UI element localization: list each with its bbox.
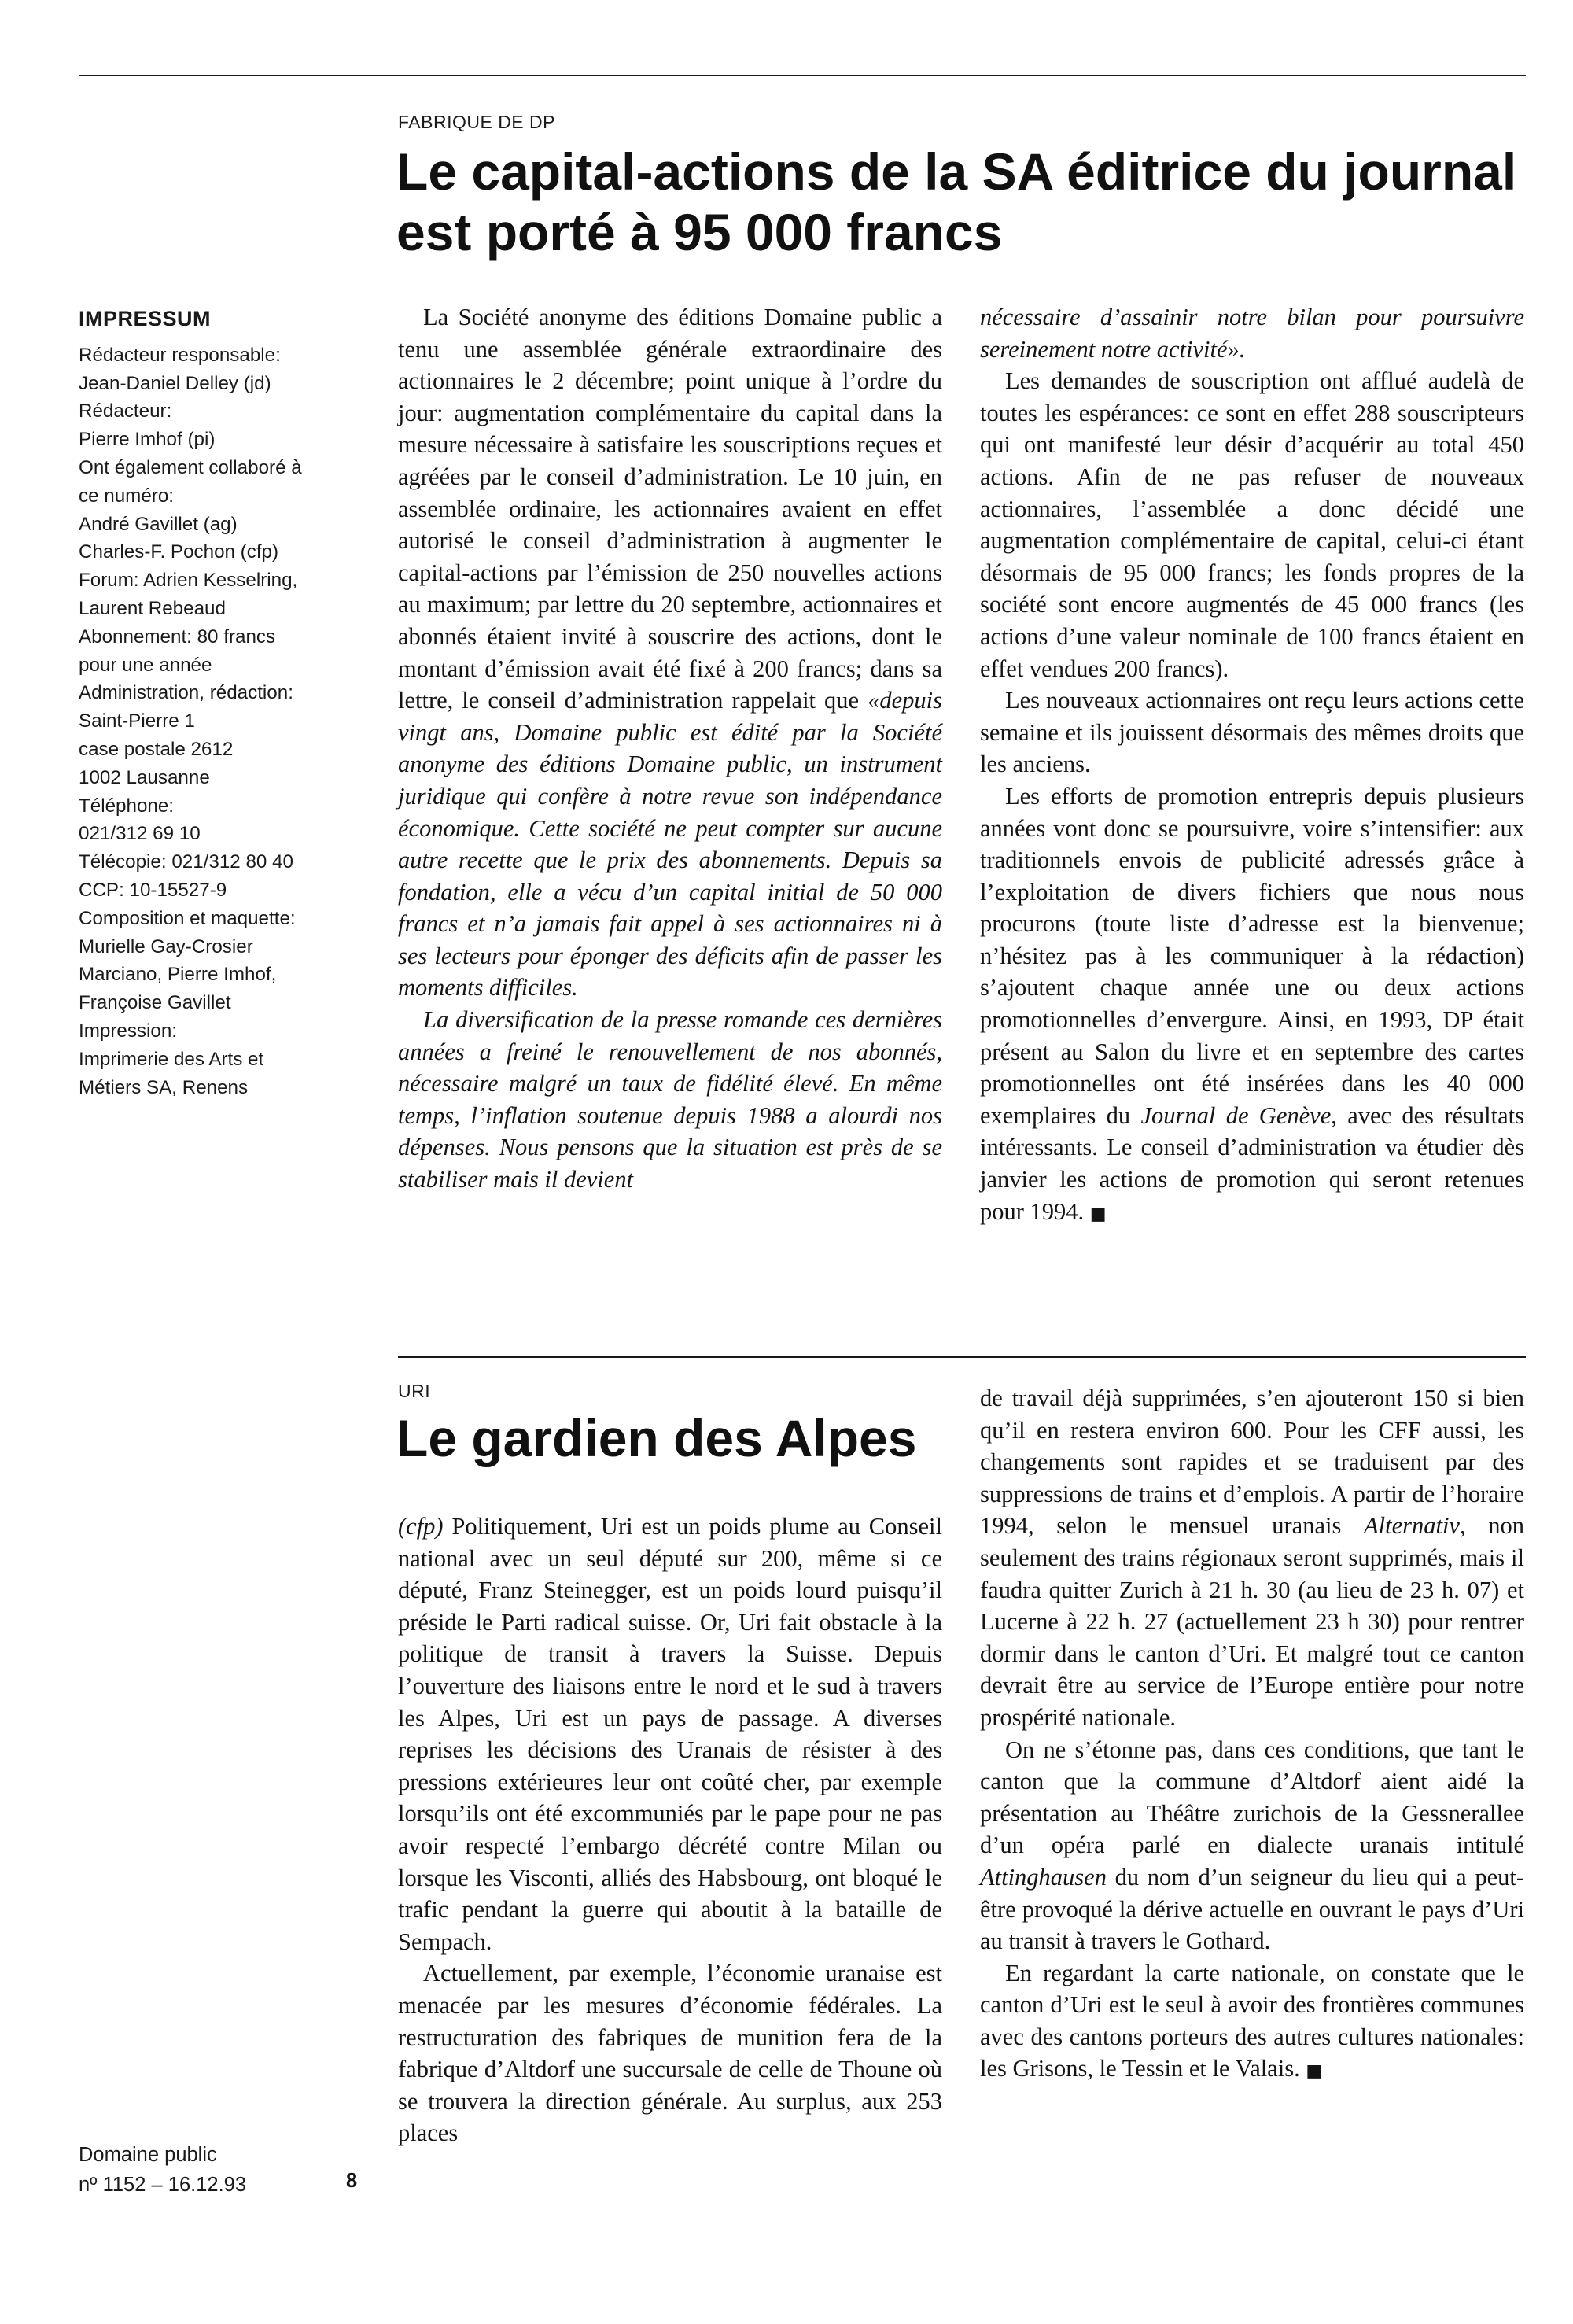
article2-headline: Le gardien des Alpes [396, 1409, 917, 1467]
article1-headline [396, 142, 1516, 262]
impressum-line: 1002 Lausanne [79, 766, 210, 788]
footer-publication: Domaine public [79, 2144, 217, 2166]
impressum-line: Forum: Adrien Kesselring, [79, 570, 298, 592]
article2-column-1 [398, 1511, 942, 2149]
article1-col2-p4-text-b: , avec des résultats intéressants. Le conseil d’administration va étudier dès janvier les actions de promotion qui seront retenues pour 1994. [980, 1101, 1524, 1225]
article1-headline-line1: Le capital-actions de la SA éditrice du journal [396, 142, 1517, 201]
impressum-line: Saint-Pierre 1 [79, 710, 195, 732]
impressum-line: 021/312 69 10 [79, 823, 201, 845]
impressum-line: Administration, rédaction: [79, 682, 293, 704]
section-rule [398, 1356, 1526, 1358]
impressum-line: Marciano, Pierre Imhof, [79, 964, 277, 986]
article2-col2-p2-text-b: du nom d’un seigneur du lieu qui a peut-être provoqué la dérive actuelle en ouvrant le pays d’Uri au transit à travers le Gothard. [980, 1863, 1524, 1955]
impressum-line: André Gavillet (ag) [79, 513, 238, 535]
impressum-line: Impression: [79, 1020, 178, 1042]
article1-col2-paragraph-4 [980, 780, 1524, 1230]
article2-byline: (cfp) [398, 1513, 444, 1540]
article1-col2-paragraph-3: Les nouveaux actionnaires ont reçu leurs actions cette semaine et ils jouissent désormais des mêmes droits que les anciens. [980, 687, 1524, 778]
impressum-line: case postale 2612 [79, 738, 234, 760]
impressum-line: Téléphone: [79, 795, 175, 817]
article1-col1-p1-quote: «depuis vingt ans, Domaine public est édité par la Société anonyme des éditions Domaine public, un instrument juridique qui confère à notre revue son indépendance économique. Cette société ne peut compter sur aucune autre recette que le prix des abonnements. Depuis sa fondation, elle a vécu d’un capital initial de 50 000 francs et n’a jamais fait appel à ses actionnaires ni à ses lecteurs pour éponger des déficits afin de passer les moments difficiles. [398, 687, 942, 1002]
top-rule [79, 75, 1526, 76]
impressum-line: Rédacteur responsable: [79, 344, 281, 366]
article1-column-2 [980, 301, 1524, 1230]
impressum-line: pour une année [79, 654, 212, 676]
article1-col2-p1-quote: nécessaire d’assainir notre bilan pour poursuivre sereinement notre activité». [980, 304, 1524, 363]
article2-col2-p2-italic: Attinghausen [980, 1863, 1107, 1891]
article2-col2-p1-text-a: de travail déjà supprimées, s’en ajouteront 150 si bien qu’il en restera environ 600. Pour les CFF aussi, les changements sont rapides et se traduisent par des suppressions de trains et d’emplois. A partir de l’horaire 1994, selon le mensuel uranais [980, 1385, 1524, 1540]
impressum-line: Ont également collaboré à [79, 456, 302, 478]
article1-col2-paragraph-1 [980, 301, 1524, 365]
article2-col1-p1-text: Politiquement, Uri est un poids plume au Conseil national avec un seul député sur 200, même si ce député, Franz Steinegger, est un poids lourd puisqu’il préside le Parti radical suisse. Or, Uri fait obstacle à la politique de transit à travers la Suisse. Depuis l’ouverture des liaisons entre le nord et le sud à travers les Alpes, Uri est un pays de passage. A diverses reprises les décisions des Uranais de résister à des pressions extérieures leur ont coûté cher, par exemple lorsqu’ils ont été excommuniés par le pape pour ne pas avoir respecté l’embargo décrété contre Milan ou lorsque les Visconti, alliés des Habsbourg, ont bloqué le trafic pendant la guerre qui aboutit à la bataille de Sempach. [398, 1513, 942, 1955]
article2-kicker: URI [398, 1381, 431, 1401]
article2-col1-paragraph-1 [398, 1511, 942, 1957]
impressum-line: Rédacteur: [79, 400, 172, 422]
article1-col1-p1-text: La Société anonyme des éditions Domaine public a tenu une assemblée générale extraordinaire des actionnaires le 2 décembre; point unique à l’ordre du jour: augmentation complémentaire du capital dans la mesure nécessaire à satisfaire les souscriptions reçues et agréées par le conseil d’administration. Le 10 juin, en assemblée ordinaire, les actionnaires avaient en effet autorisé le conseil d’administration à augmenter le capital-actions par l’émission de 250 nouvelles actions au maximum; par lettre du 20 septembre, actionnaires et abonnés étaient invité à souscrire des actions, dont le montant d’émission avait été fixé à 200 francs; dans sa lettre, le conseil d’administration rappelait que [398, 304, 942, 714]
article1-col2-p4-text-a: Les efforts de promotion entrepris depuis plusieurs années vont donc se poursuivre, voire s’intensifier: aux traditionnels envois de publicité adressés grâce à l’exploitation de divers fichiers que nous nous procurons (toute liste d’adresse est la bienvenue; n’hésitez pas à les communiquer à la rédaction) s’ajoutent chaque année une ou deux actions promotionnelles d’envergure. Ainsi, en 1993, DP était présent au Salon du livre et en septembre des cartes promotionnelles ont été insérées dans les 40 000 exemplaires du [980, 782, 1524, 1129]
article2-col1-paragraph-2: Actuellement, par exemple, l’économie uranaise est menacée par les mesures d’économie fédérales. La restructuration des fabriques de munition fera de la fabrique d’Altdorf une succursale de celle de Thoune où se trouvera la direction générale. Au surplus, aux 253 places [398, 1960, 942, 2147]
article1-headline-line2: est porté à 95 000 francs [396, 202, 1003, 261]
article2-col2-p2-text-a: On ne s’étonne pas, dans ces conditions, que tant le canton que la commune d’Altdorf aient aidé la présentation au Théâtre zurichois de la Gessnerallee d’un opéra parlé en dialecte uranais intitulé [980, 1736, 1524, 1859]
impressum-line: Pierre Imhof (pi) [79, 429, 216, 451]
article1-col2-p4-italic: Journal de Genève [1140, 1101, 1332, 1129]
page-number: 8 [346, 2170, 358, 2192]
impressum-line: CCP: 10-15527-9 [79, 879, 227, 901]
impressum-line: Murielle Gay-Crosier [79, 935, 253, 957]
article2-col2-p1-text-b: , non seulement des trains régionaux seront supprimés, mais il faudra quitter Zurich à 21 h. 30 (au lieu de 23 h. 07) et Lucerne à 22 h. 27 (actuellement 23 h 30) pour rentrer dormir dans le canton d’Uri. Et malgré tout ce canton devrait être au service de l’Europe entière pour notre prospérité nationale. [980, 1512, 1525, 1731]
impressum-line: ce numéro: [79, 485, 174, 507]
article1-col1-paragraph-1 [398, 301, 942, 1004]
impressum-line: Jean-Daniel Delley (jd) [79, 372, 271, 394]
impressum-line: Télécopie: 021/312 80 40 [79, 851, 293, 873]
impressum-line: Abonnement: 80 francs [79, 625, 276, 647]
impressum-line: Charles-F. Pochon (cfp) [79, 541, 279, 563]
article1-kicker: FABRIQUE DE DP [398, 112, 555, 132]
article2-col2-p3-text: En regardant la carte nationale, on constate que le canton d’Uri est le seul à avoir des frontières communes avec des cantons porteurs des autres cultures nationales: les Grisons, le Tessin et le Valais. [980, 1959, 1524, 2082]
page-footer [79, 2140, 362, 2200]
impressum [79, 305, 362, 1101]
article2-col2-paragraph-3 [980, 1957, 1524, 2088]
impressum-line: Imprimerie des Arts et [79, 1048, 264, 1070]
article2-column-2 [980, 1382, 1524, 2088]
end-mark-icon: ■ [1089, 1204, 1107, 1224]
impressum-line: Laurent Rebeaud [79, 597, 226, 619]
article2-col2-paragraph-1 [980, 1382, 1524, 1734]
article1-col1-paragraph-2 [398, 1004, 942, 1196]
end-mark-icon: ■ [1306, 2061, 1323, 2082]
article1-column-1 [398, 301, 942, 1196]
impressum-line: Françoise Gavillet [79, 992, 231, 1014]
article2-col2-paragraph-2 [980, 1734, 1524, 1957]
article2-col2-p1-italic: Alternativ [1364, 1512, 1460, 1540]
impressum-line: Métiers SA, Renens [79, 1076, 249, 1098]
article1-col2-paragraph-2: Les demandes de souscription ont afflué audelà de toutes les espérances: ce sont en effet 288 souscripteurs qui ont manifesté leur désir d’acquérir au total 450 actions. Afin de ne pas refuser de nouveaux actionnaires, l’assemblée a donc décidé une augmentation complémentaire de capital, celui-ci étant désormais de 95 000 francs; les fonds propres de la société sont encore augmentés de 45 000 francs (les actions d’une valeur nominale de 100 francs étaient en effet vendues 200 francs). [980, 367, 1524, 682]
footer-issue: nº 1152 – 16.12.93 [79, 2174, 247, 2196]
article1-col1-p2-text: La diversification de la presse romande ces dernières années a freiné le renouvellement de nos abonnés, nécessaire malgré un taux de fidélité élevé. En même temps, l’inflation soutenue depuis 1988 a alourdi nos dépenses. Nous pensons que la situation est près de se stabiliser mais il devient [398, 1006, 942, 1193]
impressum-title: IMPRESSUM [79, 307, 212, 330]
impressum-line: Composition et maquette: [79, 907, 296, 929]
